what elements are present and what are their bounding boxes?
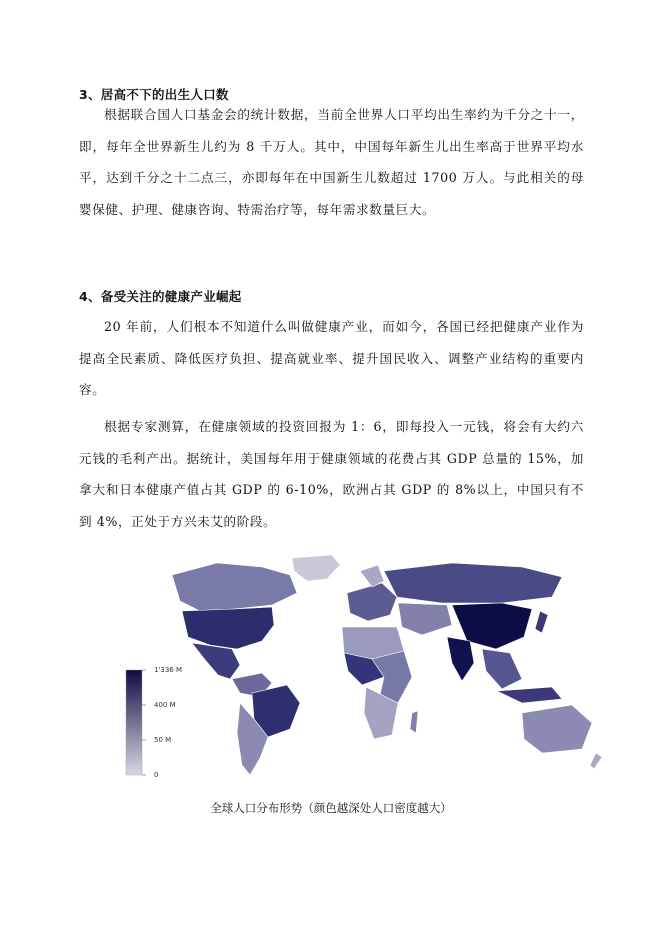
legend-tick-50m: 50 M <box>154 736 172 744</box>
section-3-heading: 3、居高不下的出生人口数 <box>79 87 229 102</box>
map-region-indonesia <box>497 687 562 703</box>
section-3-paragraph: 根据联合国人口基金会的统计数据，当前全世界人口平均出生率约为千分之十一，即，每年全世界新生儿约为 8 千万人。其中，中国每年新生儿出生率高于世界平均水平，达到千分之十二点三，亦即每年在中国新生儿数超过 1700 万人。与此相关的母婴保健、护理、健康咨询、特需治疗等，每年需求数量巨大。 <box>79 107 584 217</box>
map-region-usa <box>182 607 274 649</box>
world-population-map <box>122 553 607 788</box>
figure-caption: 全球人口分布形势（颜色越深处人口密度越大） <box>210 801 452 815</box>
legend-color-bar <box>126 670 142 775</box>
map-region-madagascar <box>410 711 418 733</box>
section-4-paragraph-1: 20 年前，人们根本不知道什么叫做健康产业，而如今，各国已经把健康产业作为提高全民素质、降低医疗负担、提高就业率、提升国民收入、调整产业结构的重要内容。 <box>79 319 584 397</box>
map-region-canada <box>172 563 297 611</box>
map-region-japan <box>535 611 548 633</box>
map-region-india <box>447 637 474 681</box>
map-region-europe <box>347 583 397 621</box>
legend-tick-zero: 0 <box>154 771 159 779</box>
map-legend <box>126 666 182 779</box>
map-region-greenland <box>292 555 340 581</box>
map-region-russia <box>384 563 562 603</box>
map-region-australia <box>522 705 592 753</box>
section-4-heading: 4、备受关注的健康产业崛起 <box>79 289 242 304</box>
map-region-new-zealand <box>590 753 602 769</box>
legend-tick-400m: 400 M <box>154 701 176 709</box>
map-region-southeast-asia <box>482 649 522 689</box>
section-4-paragraph-2: 根据专家测算，在健康领域的投资回报为 1：6，即每投入一元钱，将会有大约六元钱的毛利产出。据统计，美国每年用于健康领域的花费占其 GDP 总量的 15%，加拿大和日本健康产值占其 GDP 的 6-10%，欧洲占其 GDP 的 8%以上，中国只有不到 4%，正处于方兴未艾的阶段。 <box>79 419 584 529</box>
legend-tick-max: 1'336 M <box>154 666 183 674</box>
map-region-central-asia <box>398 603 452 635</box>
